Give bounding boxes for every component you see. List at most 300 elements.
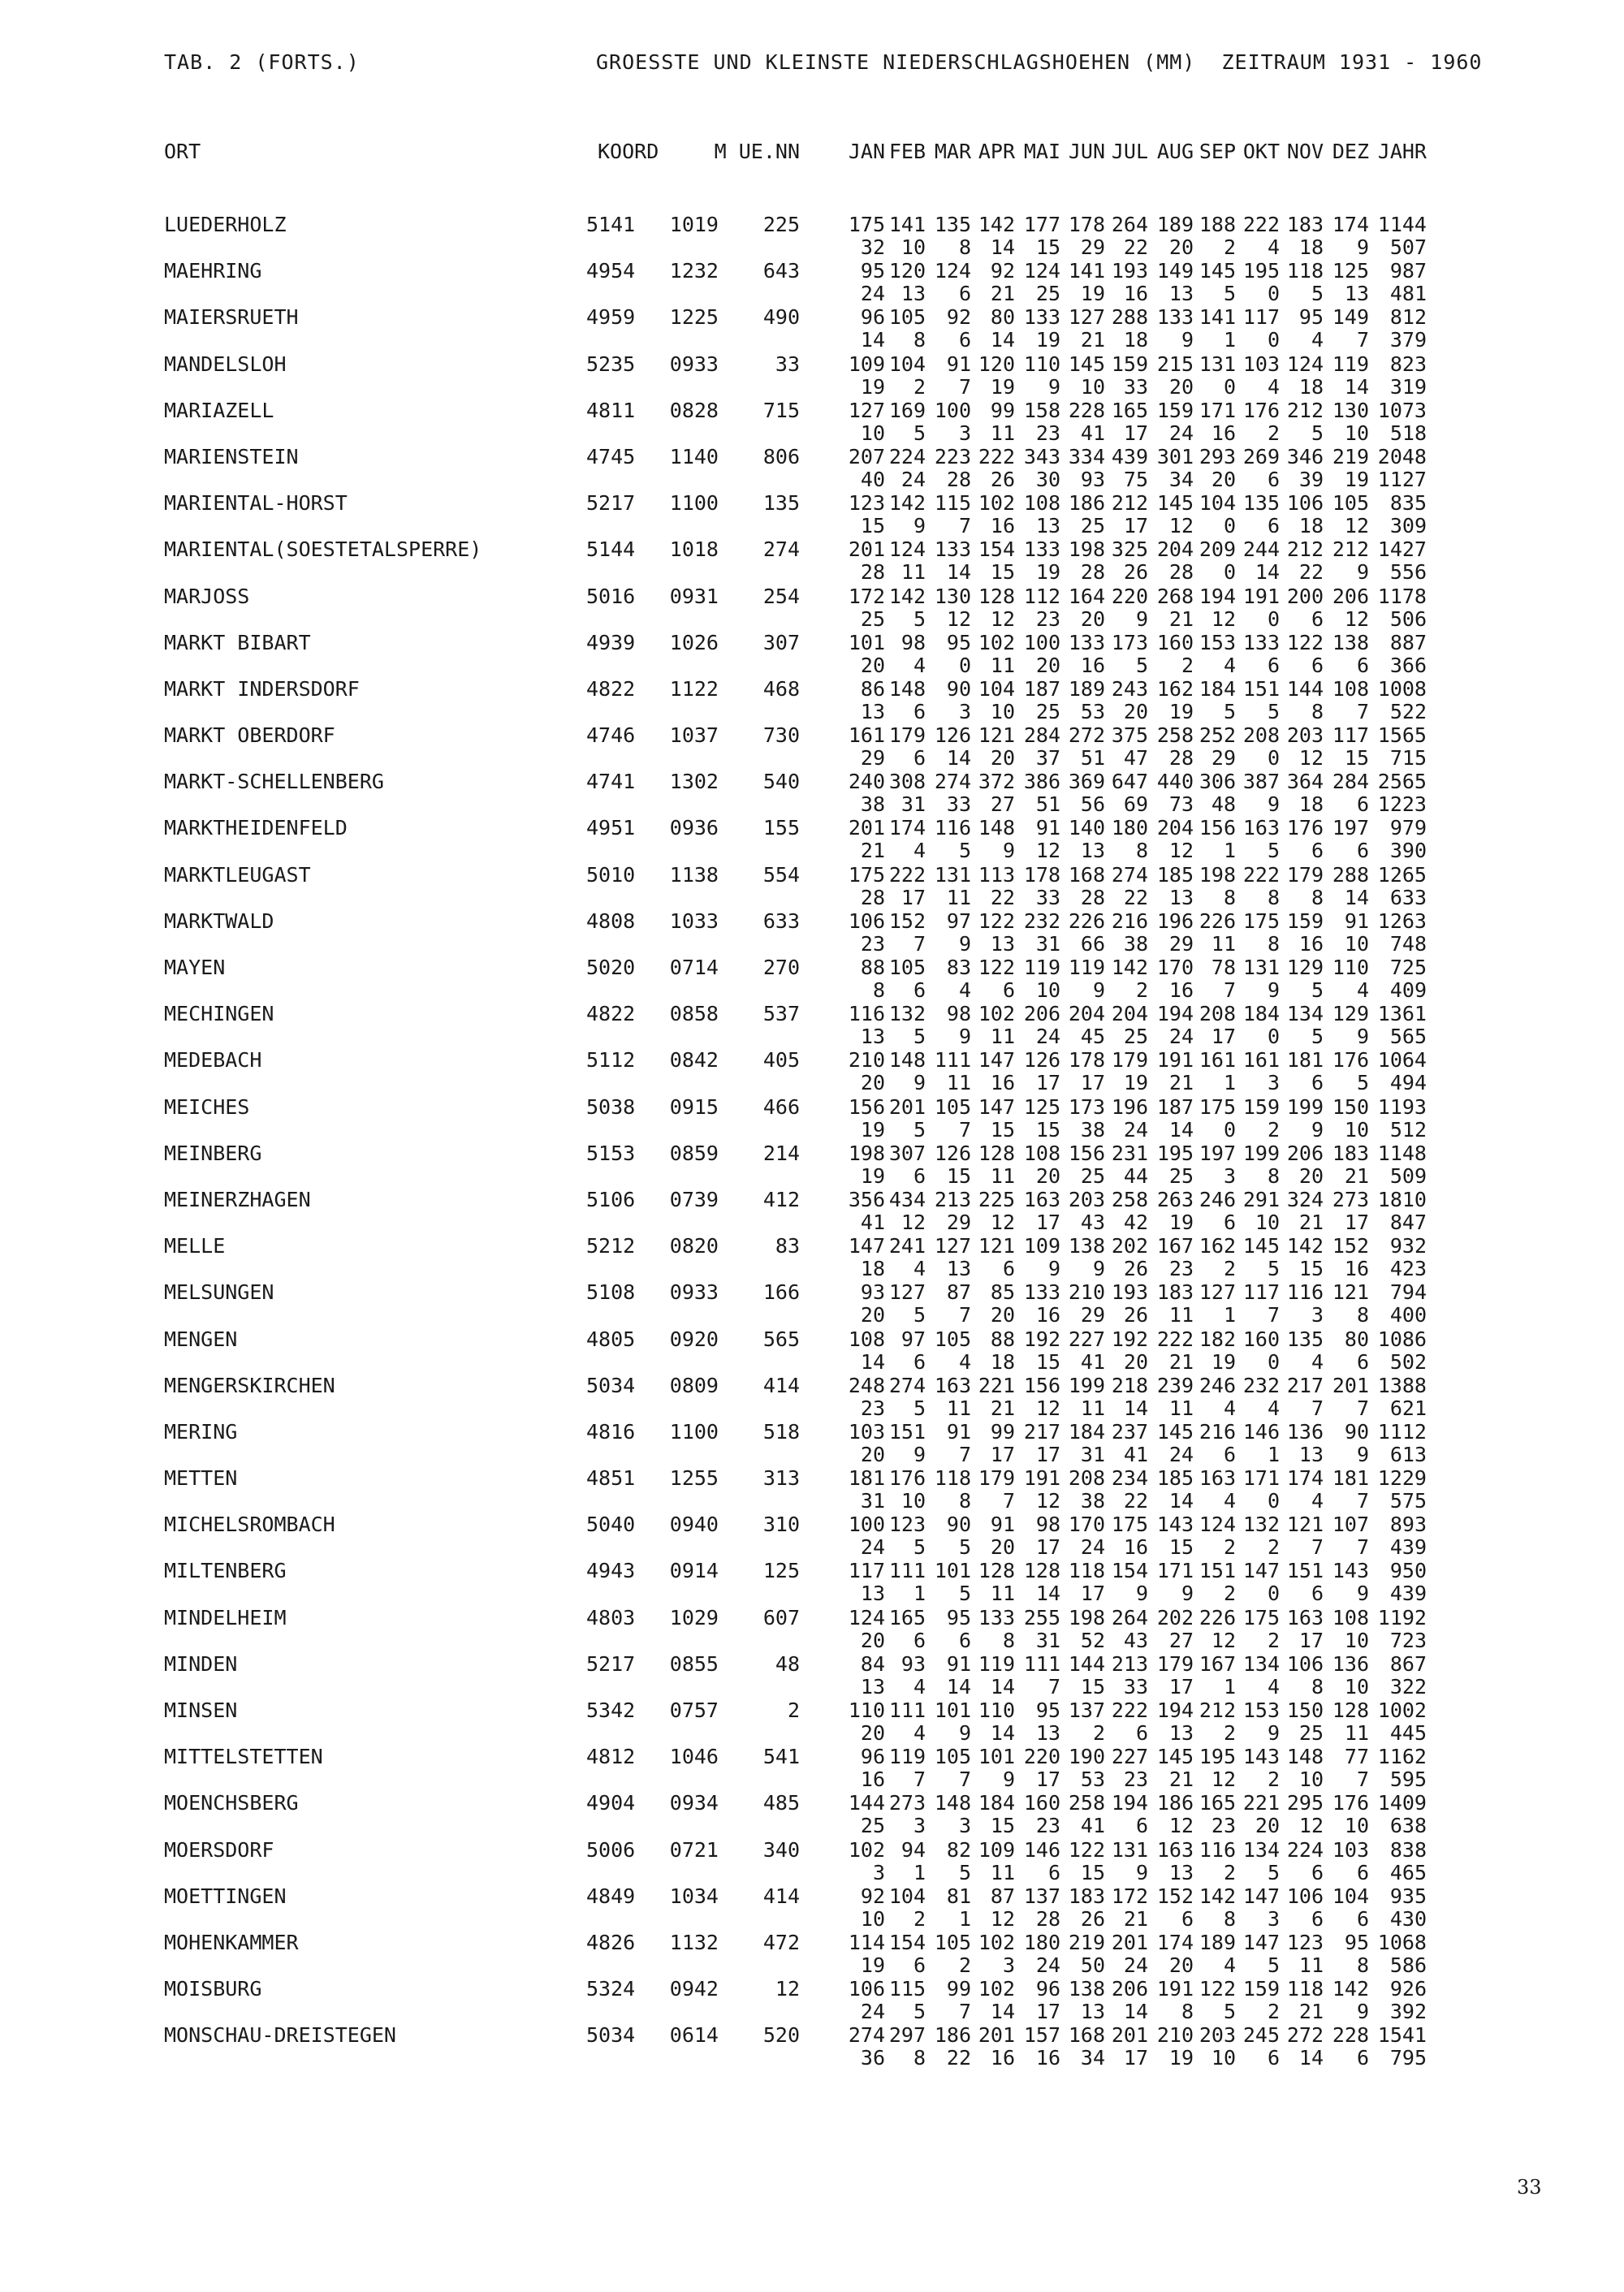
min-value: 748 [1389,931,1427,956]
max-value: 95 [946,1605,971,1629]
min-value: 20 [1211,467,1236,491]
max-value: 94 [901,1837,926,1862]
station-lon: 1132 [669,1930,719,1954]
max-value: 206 [1286,1141,1324,1165]
max-value: 98 [901,630,926,654]
max-value: 1361 [1377,1002,1427,1026]
max-value: 151 [1242,676,1280,701]
min-value: 15 [990,560,1015,585]
max-value: 252 [1199,723,1236,748]
min-value: 12 [1168,514,1194,538]
station-elevation: 554 [762,862,800,887]
max-value: 147 [1242,1930,1280,1954]
max-value: 109 [978,1837,1015,1862]
max-value: 138 [1068,1234,1105,1258]
min-value: 22 [1123,1489,1148,1513]
max-value: 334 [1068,444,1105,468]
max-value: 95 [946,630,971,654]
min-value: 3 [1223,1163,1236,1188]
min-value: 8 [1223,1906,1236,1931]
min-value: 66 [1080,931,1105,956]
max-value: 184 [978,1791,1015,1815]
min-value: 24 [901,467,926,491]
min-value: 6 [1356,1349,1369,1374]
max-value: 117 [1242,1280,1280,1305]
max-value: 232 [1023,909,1060,933]
max-value: 199 [1242,1141,1280,1165]
station-elevation: 12 [775,1977,800,2001]
max-value: 204 [1156,816,1194,840]
max-value: 192 [1023,1327,1060,1351]
station-row [0,2023,1624,2070]
max-value: 110 [848,1698,885,1722]
max-value: 104 [1199,491,1236,516]
max-value: 151 [888,1419,926,1444]
max-value: 179 [1286,862,1324,887]
max-value: 90 [946,676,971,701]
min-value: 13 [946,1257,971,1281]
max-value: 86 [860,676,885,701]
max-value: 103 [848,1419,885,1444]
min-value: 1127 [1377,467,1427,491]
station-lon: 1225 [669,305,719,330]
max-value: 131 [1242,956,1280,979]
station-lon: 0614 [669,2023,719,2048]
min-value: 847 [1389,1210,1427,1234]
min-value: 518 [1389,421,1427,445]
max-value: 243 [1111,676,1148,701]
max-value: 124 [1023,259,1060,283]
max-value: 158 [1023,398,1060,422]
max-value: 148 [888,676,926,701]
max-value: 174 [1156,1930,1194,1954]
min-value: 16 [990,1071,1015,1095]
min-value: 9 [1356,560,1369,585]
station-lat: 4746 [586,723,636,748]
station-name: MINDEN [164,1651,238,1676]
max-value: 193 [1111,259,1148,283]
min-value: 0 [1267,1025,1280,1049]
min-value: 17 [1035,1442,1060,1466]
station-row [0,816,1624,862]
min-value: 0 [1223,560,1236,585]
max-value: 2048 [1377,444,1427,468]
min-value: 13 [1080,2000,1105,2024]
min-value: 16 [1035,2046,1060,2070]
min-value: 10 [901,235,926,259]
min-value: 20 [1168,374,1194,399]
min-value: 12 [1168,1814,1194,1838]
min-value: 638 [1389,1814,1427,1838]
max-value: 204 [1111,1002,1148,1026]
min-value: 409 [1389,978,1427,1002]
min-value: 41 [860,1210,885,1234]
min-value: 10 [1035,978,1060,1002]
max-value: 163 [1156,1837,1194,1862]
station-lon: 0828 [669,398,719,422]
min-value: 20 [860,1442,885,1466]
max-value: 133 [978,1605,1015,1629]
max-value: 175 [848,213,885,236]
max-value: 144 [848,1791,885,1815]
max-value: 893 [1389,1513,1427,1537]
station-lat: 4826 [586,1930,636,1954]
min-value: 43 [1123,1628,1148,1652]
min-value: 6 [1223,1210,1236,1234]
min-value: 17 [901,885,926,909]
max-value: 187 [1156,1094,1194,1119]
min-value: 723 [1389,1628,1427,1652]
min-value: 13 [1168,282,1194,306]
min-value: 11 [990,1163,1015,1188]
station-lon: 1029 [669,1605,719,1629]
max-value: 122 [978,909,1015,933]
min-value: 0 [1267,328,1280,352]
min-value: 31 [901,792,926,817]
min-value: 48 [1211,792,1236,817]
min-value: 20 [860,1071,885,1095]
max-value: 194 [1156,1002,1194,1026]
max-value: 130 [1332,398,1369,422]
max-value: 1064 [1377,1048,1427,1073]
station-lon: 1302 [669,770,719,794]
max-value: 83 [946,956,971,979]
station-lat: 5141 [586,213,636,236]
max-value: 208 [1068,1466,1105,1491]
min-value: 14 [1123,1396,1148,1420]
station-elevation: 541 [762,1745,800,1769]
max-value: 156 [1199,816,1236,840]
max-value: 188 [1199,213,1236,236]
min-value: 2 [1223,1860,1236,1884]
station-row [0,1606,1624,1652]
min-value: 21 [1123,1906,1148,1931]
station-elevation: 414 [762,1373,800,1397]
station-name: MEINBERG [164,1141,262,1165]
station-elevation: 48 [775,1651,800,1676]
max-value: 231 [1111,1141,1148,1165]
min-value: 0 [1267,746,1280,770]
min-value: 465 [1389,1860,1427,1884]
min-value: 15 [1035,235,1060,259]
min-value: 14 [990,1674,1015,1698]
min-value: 17 [1298,1628,1324,1652]
min-value: 21 [990,282,1015,306]
min-value: 16 [990,514,1015,538]
station-elevation: 607 [762,1605,800,1629]
station-lat: 5217 [586,1651,636,1676]
min-value: 439 [1389,1535,1427,1560]
max-value: 124 [848,1605,885,1629]
max-value: 175 [1242,1605,1280,1629]
min-value: 33 [1123,1674,1148,1698]
max-value: 284 [1332,770,1369,794]
max-value: 212 [1111,491,1148,516]
max-value: 195 [1199,1745,1236,1769]
station-lon: 0920 [669,1327,719,1351]
station-elevation: 83 [775,1234,800,1258]
max-value: 165 [1199,1791,1236,1815]
max-value: 193 [1111,1280,1148,1305]
min-value: 20 [1298,1163,1324,1188]
min-value: 19 [1344,467,1369,491]
max-value: 148 [934,1791,971,1815]
max-value: 141 [1068,259,1105,283]
min-value: 12 [1344,514,1369,538]
max-value: 157 [1023,2023,1060,2048]
station-elevation: 565 [762,1327,800,1351]
max-value: 935 [1389,1884,1427,1908]
min-value: 11 [1298,1953,1324,1977]
max-value: 118 [1286,259,1324,283]
max-value: 111 [1023,1651,1060,1676]
station-lat: 4904 [586,1791,636,1815]
max-value: 102 [848,1837,885,1862]
min-value: 6 [958,1628,971,1652]
max-value: 143 [1242,1745,1280,1769]
max-value: 794 [1389,1280,1427,1305]
min-value: 7 [1311,1396,1324,1420]
max-value: 153 [1199,630,1236,654]
max-value: 203 [1068,1187,1105,1211]
max-value: 226 [1199,909,1236,933]
min-value: 41 [1080,1814,1105,1838]
station-row [0,1698,1624,1745]
max-value: 102 [978,491,1015,516]
min-value: 21 [1168,1349,1194,1374]
station-row [0,1513,1624,1559]
min-value: 2 [1223,235,1236,259]
max-value: 227 [1068,1327,1105,1351]
max-value: 241 [888,1234,926,1258]
min-value: 445 [1389,1721,1427,1745]
max-value: 274 [1111,862,1148,887]
min-value: 18 [1298,235,1324,259]
max-value: 186 [1156,1791,1194,1815]
min-value: 4 [1267,1674,1280,1698]
station-row [0,1652,1624,1698]
min-value: 14 [990,2000,1015,2024]
min-value: 38 [1080,1117,1105,1142]
max-value: 2565 [1377,770,1427,794]
station-lon: 1018 [669,537,719,562]
max-value: 108 [848,1327,885,1351]
min-value: 4 [1311,1489,1324,1513]
station-lon: 0820 [669,1234,719,1258]
min-value: 25 [1080,514,1105,538]
max-value: 105 [934,1094,971,1119]
station-name: MENGEN [164,1327,238,1351]
min-value: 50 [1080,1953,1105,1977]
min-value: 29 [946,1210,971,1234]
max-value: 137 [1023,1884,1060,1908]
max-value: 91 [1035,816,1060,840]
station-name: MERING [164,1419,238,1444]
min-value: 20 [1123,699,1148,723]
max-value: 212 [1332,537,1369,562]
max-value: 105 [934,1930,971,1954]
min-value: 25 [860,1814,885,1838]
min-value: 51 [1035,792,1060,817]
min-value: 5 [1223,2000,1236,2024]
station-lon: 0942 [669,1977,719,2001]
max-value: 154 [978,537,1015,562]
min-value: 13 [1035,514,1060,538]
station-lat: 5006 [586,1837,636,1862]
min-value: 6 [1267,653,1280,677]
min-value: 9 [1181,328,1194,352]
min-value: 6 [1356,839,1369,863]
max-value: 162 [1156,676,1194,701]
max-value: 222 [1111,1698,1148,1722]
min-value: 13 [860,1025,885,1049]
min-value: 14 [1168,1117,1194,1142]
max-value: 174 [888,816,926,840]
max-value: 439 [1111,444,1148,468]
station-elevation: 2 [787,1698,800,1722]
station-row [0,1142,1624,1188]
min-value: 9 [913,1071,926,1095]
min-value: 14 [1298,2046,1324,2070]
station-elevation: 214 [762,1141,800,1165]
max-value: 222 [1242,862,1280,887]
min-value: 6 [1223,1442,1236,1466]
station-lon: 1138 [669,862,719,887]
station-elevation: 414 [762,1884,800,1908]
max-value: 160 [1242,1327,1280,1351]
min-value: 502 [1389,1349,1427,1374]
station-elevation: 310 [762,1513,800,1537]
station-name: MAIERSRUETH [164,305,299,330]
max-value: 189 [1068,676,1105,701]
max-value: 142 [1332,1977,1369,2001]
max-value: 127 [934,1234,971,1258]
max-value: 151 [1286,1559,1324,1583]
max-value: 183 [1332,1141,1369,1165]
min-value: 9 [1047,1257,1060,1281]
min-value: 28 [1080,885,1105,909]
min-value: 53 [1080,699,1105,723]
min-value: 3 [1267,1906,1280,1931]
max-value: 152 [1332,1234,1369,1258]
min-value: 19 [1211,1349,1236,1374]
max-value: 950 [1389,1559,1427,1583]
min-value: 11 [946,885,971,909]
min-value: 12 [990,606,1015,631]
min-value: 5 [913,606,926,631]
min-value: 14 [860,1349,885,1374]
min-value: 26 [1123,1257,1148,1281]
max-value: 108 [1332,1605,1369,1629]
min-value: 19 [1035,328,1060,352]
max-value: 108 [1023,491,1060,516]
min-value: 14 [1123,2000,1148,2024]
max-value: 213 [1111,1651,1148,1676]
min-value: 43 [1080,1210,1105,1234]
min-value: 19 [1080,282,1105,306]
max-value: 136 [1332,1651,1369,1676]
min-value: 8 [872,978,885,1002]
max-value: 192 [1111,1327,1148,1351]
min-value: 14 [946,560,971,585]
station-lat: 5020 [586,956,636,979]
max-value: 118 [934,1466,971,1491]
max-value: 128 [1023,1559,1060,1583]
max-value: 364 [1286,770,1324,794]
max-value: 116 [1199,1837,1236,1862]
max-value: 356 [848,1187,885,1211]
min-value: 17 [990,1442,1015,1466]
min-value: 23 [1211,1814,1236,1838]
station-lon: 1033 [669,909,719,933]
max-value: 386 [1023,770,1060,794]
min-value: 6 [913,1628,926,1652]
max-value: 171 [1156,1559,1194,1583]
station-name: MARJOSS [164,584,250,608]
max-value: 141 [888,213,926,236]
min-value: 22 [1123,885,1148,909]
min-value: 1 [1223,1303,1236,1327]
min-value: 8 [1311,885,1324,909]
max-value: 204 [1068,1002,1105,1026]
min-value: 4 [1267,1396,1280,1420]
max-value: 126 [934,723,971,748]
station-elevation: 633 [762,909,800,933]
max-value: 91 [946,1419,971,1444]
min-value: 25 [1035,282,1060,306]
min-value: 8 [1356,1303,1369,1327]
max-value: 145 [1156,1745,1194,1769]
station-row [0,1188,1624,1234]
min-value: 17 [1035,2000,1060,2024]
min-value: 5 [1267,839,1280,863]
max-value: 196 [1111,1094,1148,1119]
min-value: 11 [1211,931,1236,956]
max-value: 149 [1156,259,1194,283]
max-value: 98 [946,1002,971,1026]
min-value: 12 [946,606,971,631]
max-value: 273 [1332,1187,1369,1211]
station-name: MARIENSTEIN [164,444,299,468]
min-value: 28 [1035,1906,1060,1931]
max-value: 177 [1023,213,1060,236]
min-value: 0 [1267,1582,1280,1606]
min-value: 2 [1223,1582,1236,1606]
max-value: 372 [978,770,1015,794]
min-value: 7 [958,374,971,399]
max-value: 105 [1332,491,1369,516]
min-value: 14 [946,746,971,770]
station-lon: 0757 [669,1698,719,1722]
min-value: 13 [1035,1721,1060,1745]
max-value: 101 [848,630,885,654]
min-value: 39 [1298,467,1324,491]
min-value: 17 [1123,2046,1148,2070]
max-value: 273 [888,1791,926,1815]
min-value: 16 [1123,1535,1148,1560]
station-row [0,1931,1624,1977]
min-value: 14 [1255,560,1280,585]
min-value: 5 [913,1025,926,1049]
station-name: MARKT OBERDORF [164,723,335,748]
min-value: 9 [1356,1025,1369,1049]
max-value: 132 [1242,1513,1280,1537]
max-value: 148 [888,1048,926,1073]
max-value: 175 [848,862,885,887]
station-lon: 1037 [669,723,719,748]
min-value: 14 [1344,374,1369,399]
min-value: 4 [958,1349,971,1374]
